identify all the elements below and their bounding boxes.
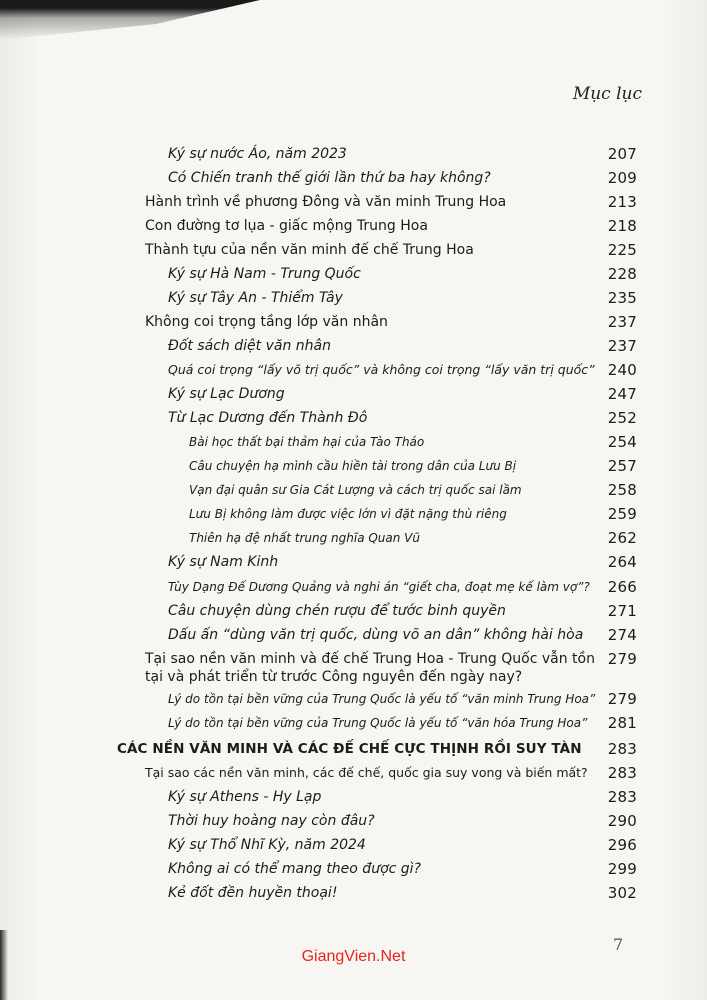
toc-entry-page: 258 (607, 481, 637, 499)
toc-entry-title: CÁC NỀN VĂN MINH VÀ CÁC ĐẾ CHẾ CỰC THỊNH RỒI SUY TÀN (117, 741, 582, 757)
toc-entry-page: 237 (607, 313, 637, 331)
toc-entry-page: 257 (607, 457, 637, 475)
toc-entry-title: Có Chiến tranh thế giới lần thứ ba hay không? (168, 170, 491, 186)
toc-entry-page: 207 (607, 145, 637, 163)
toc-entry-title: Lý do tồn tại bền vững của Trung Quốc là yếu tố “văn hóa Trung Hoa” (168, 716, 588, 730)
toc-entry-page: 283 (607, 788, 637, 806)
toc-entry-page: 283 (607, 764, 637, 782)
toc-entry-title: Tùy Dạng Đế Dương Quảng và nghi án “giết cha, đoạt mẹ kế làm vợ”? (168, 580, 590, 594)
toc-entry-page: 240 (607, 361, 637, 379)
toc-entry-page: 279 (607, 690, 637, 708)
toc-entry-title: Ký sự Hà Nam - Trung Quốc (168, 266, 361, 282)
toc-entry-title: Câu chuyện dùng chén rượu để tước binh quyền (168, 603, 506, 619)
toc-entry-page: 281 (607, 714, 637, 732)
toc-entry-page: 209 (607, 169, 637, 187)
toc-entry-title: Kẻ đốt đền huyền thoại! (168, 885, 338, 901)
toc-entry-page: 302 (607, 884, 637, 902)
toc-entry-title: Câu chuyện hạ mình cầu hiền tài trong dân của Lưu Bị (189, 459, 517, 473)
toc-entry-page: 279 (607, 650, 637, 668)
toc-entry-page: 296 (607, 836, 637, 854)
toc-entry-page: 274 (607, 626, 637, 644)
toc-entry-title: Con đường tơ lụa - giấc mộng Trung Hoa (145, 218, 428, 234)
toc-entry-title: Ký sự Athens - Hy Lạp (168, 789, 322, 805)
toc-entry-page: 218 (607, 217, 637, 235)
toc-entry-title: Hành trình về phương Đông và văn minh Trung Hoa (145, 194, 507, 210)
toc-entry-page: 271 (607, 602, 637, 620)
toc-entry-page: 225 (607, 241, 637, 259)
toc-entry-page: 237 (607, 337, 637, 355)
toc-entry-title: Đốt sách diệt văn nhân (168, 338, 331, 354)
toc-entry-title: Bài học thất bại thảm hại của Tào Tháo (189, 435, 425, 449)
toc-entry-title: Không coi trọng tầng lớp văn nhân (145, 314, 388, 330)
toc-entry-title: Lý do tồn tại bền vững của Trung Quốc là yếu tố “văn minh Trung Hoa” (168, 692, 596, 706)
toc-entry-title: Ký sự Tây An - Thiểm Tây (168, 290, 343, 306)
toc-entry-title: Dấu ấn “dùng văn trị quốc, dùng võ an dân” không hài hòa (168, 627, 584, 643)
watermark-text: GiangVien.Net (301, 948, 406, 965)
toc-entry-page: 299 (607, 860, 637, 878)
toc-entry-title: Ký sự Lạc Dương (168, 386, 285, 402)
toc-entry-title: Ký sự Nam Kinh (168, 554, 279, 570)
toc-entry-page: 259 (607, 505, 637, 523)
toc-entry-title: Thành tựu của nền văn minh đế chế Trung Hoa (145, 242, 474, 258)
toc-entry-page: 228 (607, 265, 637, 283)
page-header-title: Mục lục (572, 84, 642, 104)
toc-entry-title: Quá coi trọng “lấy võ trị quốc” và không coi trọng “lấy văn trị quốc” (168, 362, 595, 377)
toc-entry-page: 247 (607, 385, 637, 403)
toc-entry-title: Ký sự Thổ Nhĩ Kỳ, năm 2024 (168, 837, 366, 853)
toc-entry-title: Thời huy hoàng nay còn đâu? (168, 813, 375, 829)
toc-entry-title: Lưu Bị không làm được việc lớn vì đặt nặng thù riêng (189, 507, 507, 521)
toc-entry-title: Tại sao các nền văn minh, các đế chế, quốc gia suy vong và biến mất? (145, 765, 588, 780)
page-number: 7 (613, 935, 624, 954)
toc-entry-title: Tại sao nền văn minh và đế chế Trung Hoa - Trung Quốc vẫn tồn tại và phát triển từ trước Công nguyên đến ngày nay? (145, 651, 595, 685)
toc-entry-title: Không ai có thể mang theo được gì? (168, 861, 421, 877)
toc-entry-page: 252 (607, 409, 637, 427)
toc-entry-page: 290 (607, 812, 637, 830)
toc-entry-title: Vạn đại quân sư Gia Cát Lượng và cách trị quốc sai lầm (189, 483, 522, 497)
scan-shadow-top (0, 0, 260, 40)
toc-entry-title: Từ Lạc Dương đến Thành Đô (168, 410, 368, 426)
toc-entry-page: 254 (607, 433, 637, 451)
toc-entry-page: 264 (607, 553, 637, 571)
toc-entry-title: Thiên hạ đệ nhất trung nghĩa Quan Vũ (189, 531, 420, 545)
toc-entry-page: 266 (607, 578, 637, 596)
toc-entry-page: 213 (607, 193, 637, 211)
toc-entry-page: 235 (607, 289, 637, 307)
toc-entry-title: Ký sự nước Áo, năm 2023 (168, 146, 347, 162)
toc-entry-page: 283 (607, 740, 637, 758)
toc-entry-page: 262 (607, 529, 637, 547)
